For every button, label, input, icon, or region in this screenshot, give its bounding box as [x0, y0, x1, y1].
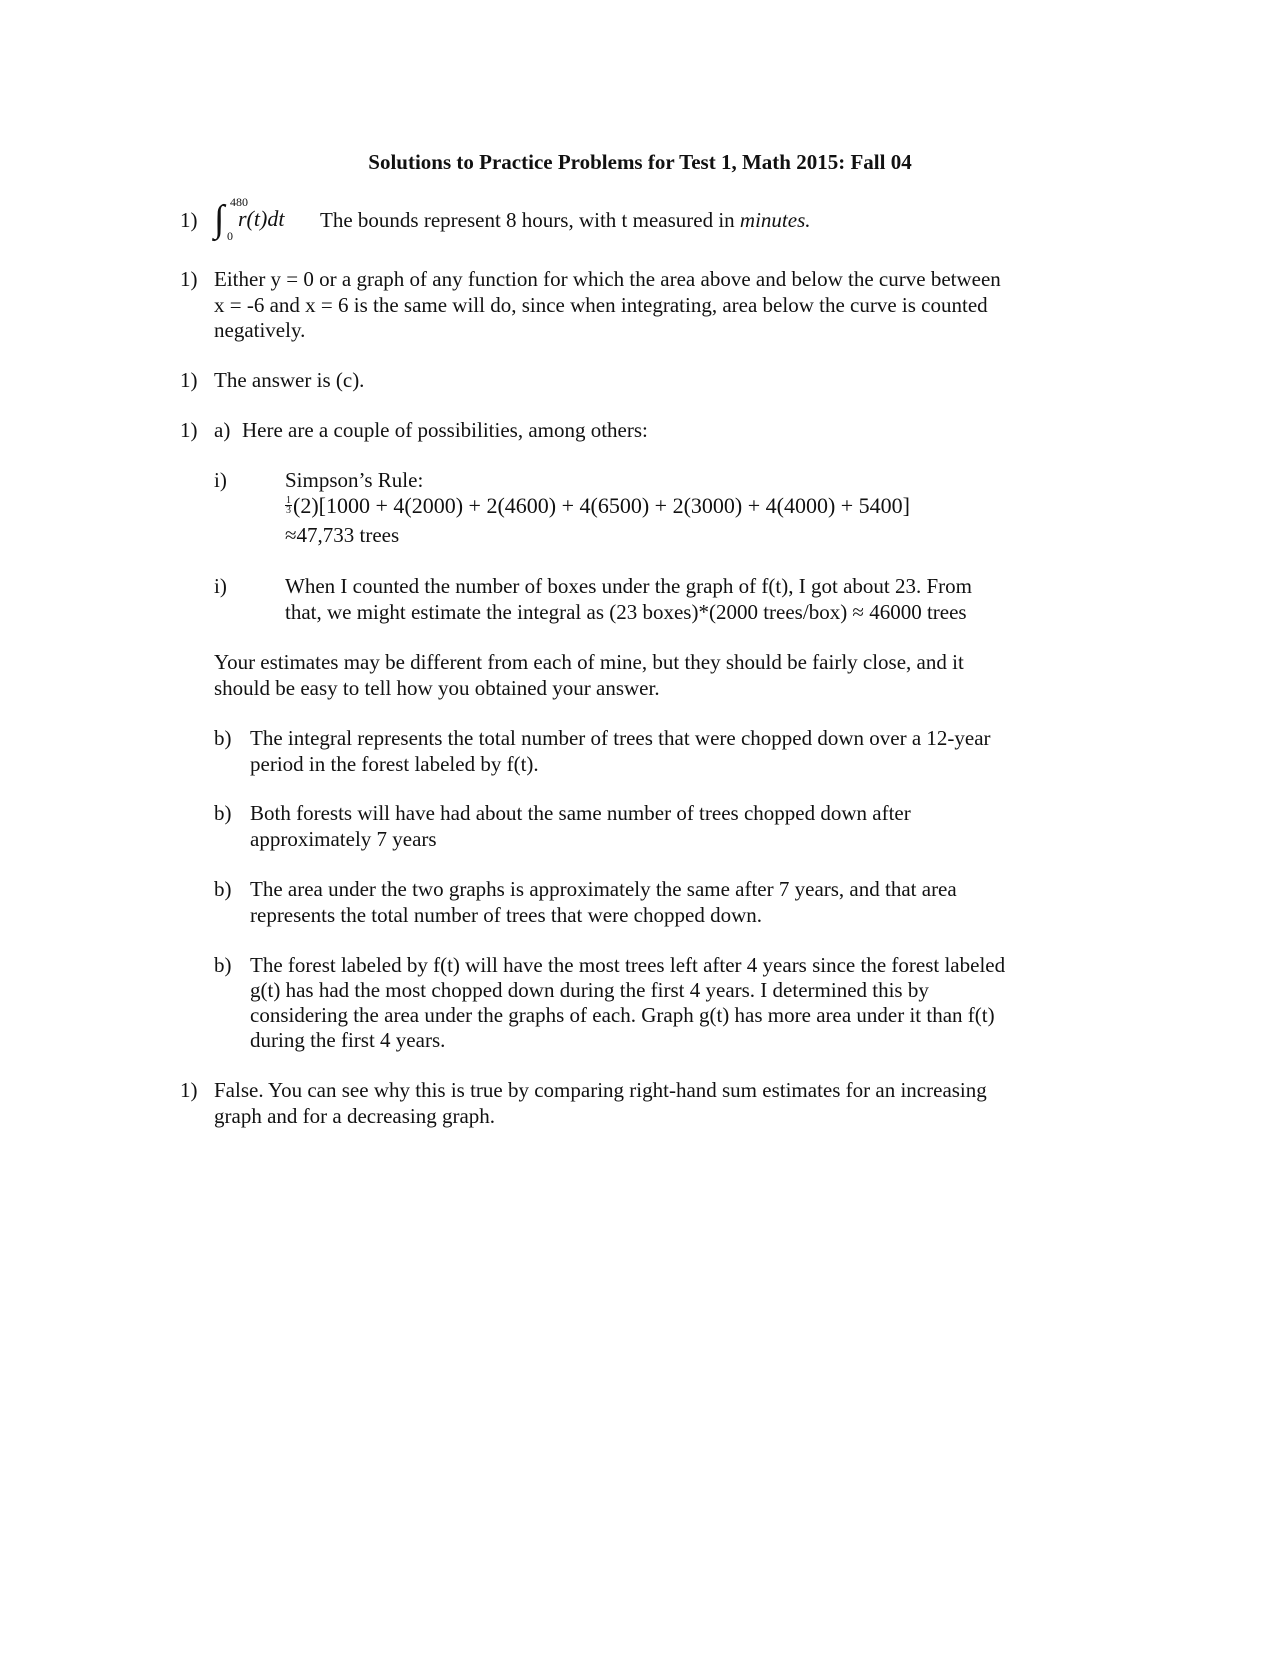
part-b1-line-1: The integral represents the total number of trees that were chopped down over a 12-year: [250, 726, 991, 750]
part-a-label: a): [214, 418, 231, 442]
problem-5-line-2: graph and for a decreasing graph.: [214, 1104, 496, 1128]
problem-1-text: The bounds represent 8 hours, with t measured in minutes.: [320, 208, 811, 232]
part-b3-line-1: The area under the two graphs is approximately the same after 7 years, and that area: [250, 877, 957, 901]
page-title: Solutions to Practice Problems for Test 1, Math 2015: Fall 04: [368, 150, 912, 174]
part-b2-label: b): [214, 801, 232, 825]
problem-5-number: 1): [180, 1078, 198, 1102]
part-b4-line-3: considering the area under the graphs of each. Graph g(t) has more area under it than f(t): [250, 1003, 995, 1027]
one-third-fraction: $\frac{1}{3}$: [286, 495, 291, 517]
simpsons-result: ≈47,733 trees: [285, 523, 400, 547]
part-b4-label: b): [214, 953, 232, 977]
part-a-text: Here are a couple of possibilities, among others:: [242, 418, 648, 442]
problem-1-number: 1): [180, 208, 198, 232]
simpsons-formula: $\frac{1}{3}$ (2)[1000 + 4(2000) + 2(4600) + 4(6500) + 2(3000) + 4(4000) + 5400]: [286, 493, 911, 518]
part-b4-line-1: The forest labeled by f(t) will have the most trees left after 4 years since the forest labeled: [250, 953, 1006, 977]
integral-upper-bound: 480: [230, 195, 248, 209]
note-line-2: should be easy to tell how you obtained your answer.: [214, 676, 660, 700]
problem-5-line-1: False. You can see why this is true by comparing right-hand sum estimates for an increasing: [214, 1078, 987, 1102]
item-2-line-1: When I counted the number of boxes under the graph of f(t), I got about 23. From: [285, 574, 972, 598]
item-2-label: i): [214, 574, 227, 598]
part-b2-line-2: approximately 7 years: [250, 827, 437, 851]
part-b1-line-2: period in the forest labeled by f(t).: [250, 752, 539, 776]
part-b3-line-2: represents the total number of trees that were chopped down.: [250, 903, 762, 927]
integral-lower-bound: 0: [227, 229, 233, 243]
item-1-label: i): [214, 468, 227, 492]
part-b1-label: b): [214, 726, 232, 750]
problem-2-number: 1): [180, 267, 198, 291]
simpsons-rule-heading: Simpson’s Rule:: [285, 468, 424, 492]
note-line-1: Your estimates may be different from each of mine, but they should be fairly close, and it: [214, 650, 964, 674]
integral-symbol: ∫: [214, 198, 225, 240]
problem-2-line-3: negatively.: [214, 318, 306, 342]
part-b4-line-2: g(t) has had the most chopped down during the first 4 years. I determined this by: [250, 978, 929, 1002]
problem-3-text: The answer is (c).: [214, 368, 365, 392]
problem-4-number: 1): [180, 418, 198, 442]
problem-2-line-2: x = -6 and x = 6 is the same will do, since when integrating, area below the curve is counted: [214, 293, 988, 317]
part-b2-line-1: Both forests will have had about the same number of trees chopped down after: [250, 801, 911, 825]
part-b3-label: b): [214, 877, 232, 901]
problem-2-line-1: Either y = 0 or a graph of any function for which the area above and below the curve between: [214, 267, 1001, 291]
integrand: r(t)dt: [238, 206, 285, 231]
problem-3-number: 1): [180, 368, 198, 392]
part-b4-line-4: during the first 4 years.: [250, 1028, 446, 1052]
item-2-line-2: that, we might estimate the integral as (23 boxes)*(2000 trees/box) ≈ 46000 trees: [285, 600, 967, 624]
